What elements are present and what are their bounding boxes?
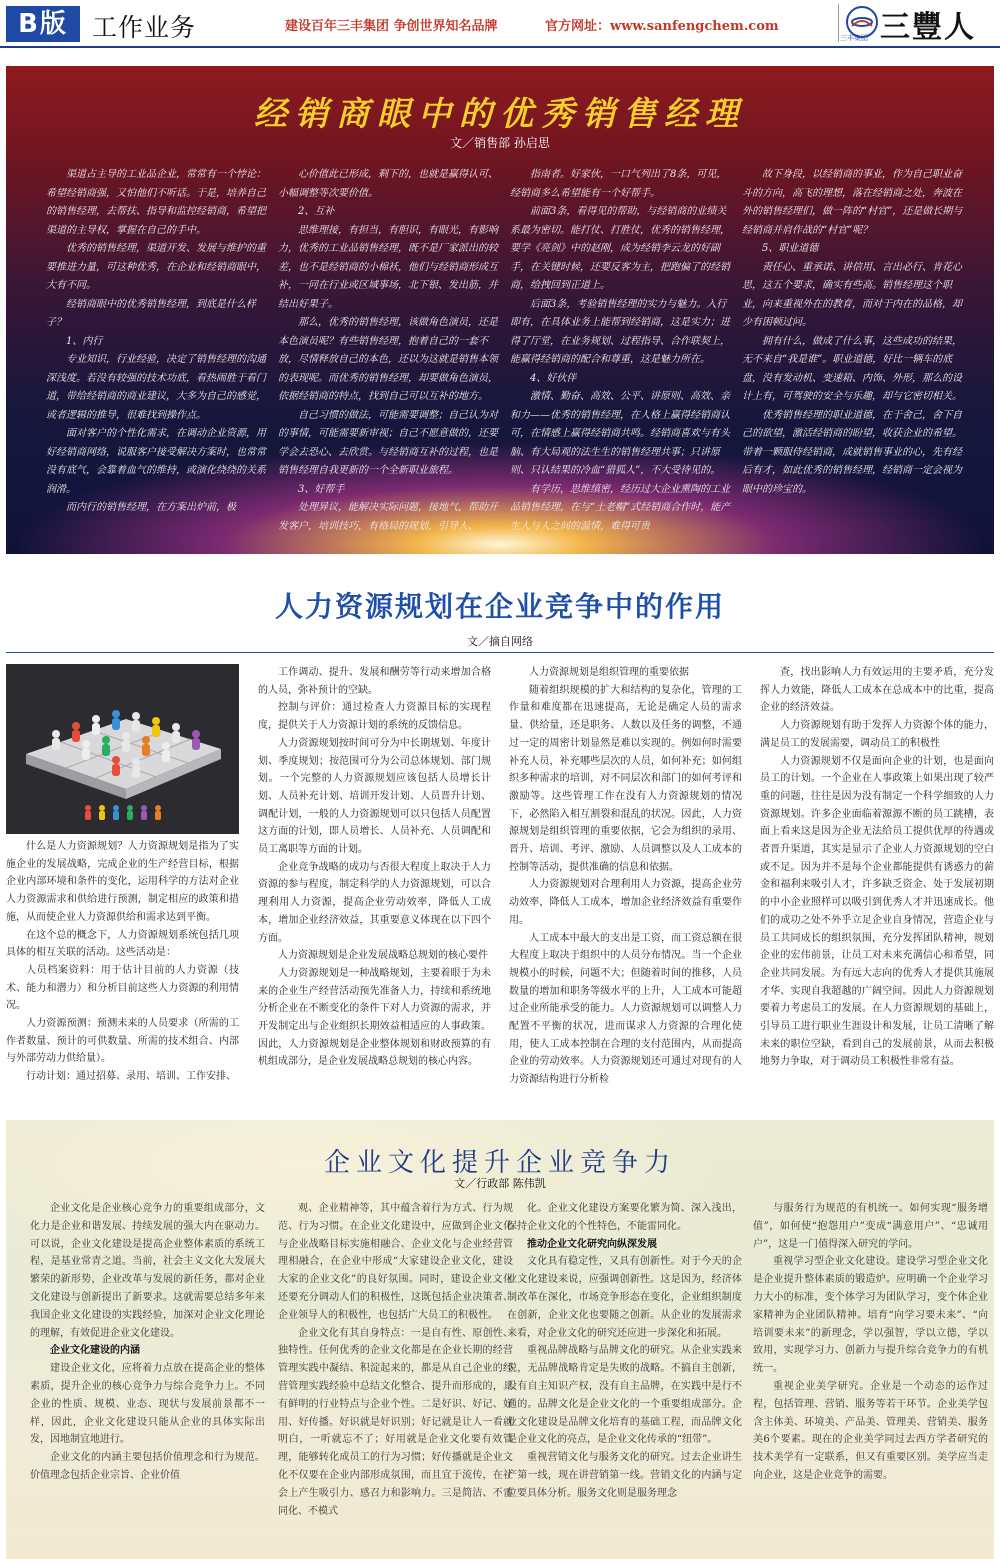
paragraph: 人力资源规划按时间可分为中长期规划、年度计划、季度规划；按范围可分为公司总体规划、部门规划。一个完整的人力资源规划应该包括人员增长计划、人员补充计划、培训开发计划、人员晋升计划、调配计划，一般的人力资源规划可以只包括人员配置这方面的计划，即人员增长、人员补充、人员调配和员工离职等方面的计划。 (258, 737, 491, 856)
paragraph: 重视品牌战略与品牌文化的研究。从企业实践来说，无品牌战略肯定是失败的战略。不搞自主创新，没有自主知识产权，没有自主品牌，在实践中是行不通的。品牌文化是企业文化的一个重要组成部分。企业文化建设是品牌文化培育的基础工程，而品牌文化是企业文化的亮点，是企业文化传承的“纽带”。 (507, 1345, 742, 1446)
article-column (278, 1200, 513, 1556)
paragraph: 5、职业道德 (762, 243, 819, 254)
article-byline: 文／销售部 孙启思 (450, 136, 550, 150)
paragraph: 后面3条，考验销售经理的实力与魅力。入行即有，在具体业务上能帮到经销商，这是实力；进得了厅堂，在业务规划、过程指导、合作联契上，能赢得经销商的配合和尊重，这是魅力所在。 (510, 298, 730, 365)
paragraph: 优秀销售经理的职业道德，在于舍己，舍下自己的欲望，激活经销商的盼望，收获企业的希望。带着一颗服侍经销商，成就销售事业的心，先有经后有才，如此优秀的销售经理，经销商一定会视为眼中的珍宝的。 (742, 409, 962, 495)
article-photo (6, 664, 239, 834)
article-column (509, 664, 742, 1110)
article-byline: 文／摘自网络 (467, 635, 533, 648)
article-column (753, 1200, 988, 1556)
paragraph: 2、互补 (298, 206, 335, 217)
article-column (760, 664, 994, 1110)
paragraph: 指南者。好家伙，一口气列出了8条，可见，经销商多么希望能有一个好帮手。 (510, 169, 727, 199)
paragraph: 重视学习型企业文化建设。建设学习型企业文化是企业提升整体素质的锻造炉。应明确一个企业学习力大小的标准，变个体学习为团队学习，变个体企业家精神为企业团队精神。培育“向学习要未来”、“向培训要未来”的新理念，学以强智，学以立德，学以致用，实现学习力、创新力与提升综合竞争力的有机统一。 (753, 1256, 988, 1375)
paragraph: 思维理接，有担当，有胆识，有眼光，有影响力，优秀的工业品销售经理，既不是厂家派出的较差，也不是经销商的小棉袄，他们与经销商形成互补，一同在行业或区域事场，北下银、发出筋，并结出好果子。 (278, 224, 498, 310)
paragraph: 在这个总的概念下，人力资源规划系统包括几项具体的相互关联的活动。这些活动是： (6, 929, 239, 959)
paragraph: 4、好伙伴 (530, 372, 577, 384)
paragraph: 与服务行为规范的有机统一。如何实现“服务增值”，如何使“抱怨用户”变成“满意用户”、“忠诚用户”，这是一门值得深入研究的学问。 (753, 1203, 988, 1250)
article-column (30, 1200, 265, 1556)
paragraph: 企业文化的内涵主要包括价值理念和行为规范。价值理念包括企业宗旨、企业价值 (30, 1452, 265, 1481)
paragraph: 工作调动、提升、发展和酬劳等行动来增加合格的人员，弥补预计的空缺。 (258, 667, 491, 696)
paragraph: 自己习惯的做法，可能需要调整；自己认为对的事情，可能需要新审视；自己不愿意做的，还要学会去恐心、去欣赏。与经销商互补的过程，也是销售经理自我更新的一个全新职业旅程。 (278, 409, 498, 476)
paragraph: 人力资源规划是企业发展战略总规划的核心要件 (278, 950, 488, 962)
paragraph: 经销商眼中的优秀销售经理，到底是什么样子？ (46, 298, 256, 328)
paragraph: 重视营销文化与服务文化的研究。过去企业讲生产第一线，现在讲营销第一线。营销文化的内涵与定位要具体分析。服务文化则是服务理念 (507, 1452, 742, 1499)
section-name: 工作业务 (92, 13, 197, 42)
article-sales-manager (6, 66, 994, 554)
article-corporate-culture (6, 1120, 994, 1559)
article-column (510, 166, 734, 546)
paragraph: 文化具有稳定性，又具有创新性。对于今天的企业文化建设来说，应强调创新性。这是因为，经济体制改革在深化，市场竞争形态在变化，企业组织制度在创新，企业文化也要随之创新。从企业的发展需求来看，对企业文化的研究还应进一步深化和拓展。 (507, 1256, 742, 1339)
paragraph: 而内行的销售经理，在方案出炉前，极 (66, 502, 236, 513)
article-column (258, 664, 491, 1110)
paragraph: 人工成本中最大的支出是工资，而工资总额在很大程度上取决于组织中的人员分布情况。当一个企业规模小的时候，问题不大；但随着时间的推移，人员数量的增加和职务等级水平的上升，人工成本可能超过企业所能承受的能力。人力资源规划可以调整人力配置不平衡的状况，进而谋求人力资源的合理化使用，使人工成本控制在合理的支付范围内，从而提高企业的劳动效率。人力资源规划还可通过对现有的人力资源结构进行分析检 (509, 932, 742, 1086)
paragraph: 人力资源规划不仅是面向企业的计划，也是面向员工的计划。一个企业在人事政策上如果出现了较严重的问题，往往是因为没有制定一个科学细致的人力资源规划。许多企业面临着源源不断的员工跳槽，表面上看来这是因为企业无法给员工提供优厚的待遇或者晋升渠道，其实是显示了企业人力资源规划的空白或不足。因为并不是每个企业都能提供有诱惑力的薪金和福利来吸引人才，许多缺乏资金、处于发展初期的中小企业照样可以吸引到优秀人才并迅速成长。他们的成功之处不外乎立足企业自身情况，营造企业与员工共同成长的组织氛围，充分发挥团队精神，规划企业的宏伟前景，让员工对未来充满信心和希望，同企业共同发展。为有远大志向的优秀人才提供其施展才华、实现自我超越的广阔空间。因此人力资源规划要着力考虑员工的发展。在人力资源规划的基础上，引导员工进行职业生涯设计和发展，让员工清晰了解未来的职位空缺，看到自己的发展前景，从而去积极地努力争取，对于调动员工积极性非常有益。 (760, 755, 994, 1068)
paragraph: 拥有什么，做成了什么事，这些成功的结果，无不来自“我是谁”。职业道德，好比一辆车的底盘，没有发动机、变速箱、内饰、外形，那么的设计上有，可驾驶的安全与乐趣，却与它密切相关。 (742, 335, 962, 402)
paragraph: 行动计划：通过招募、录用、培训、工作安排、 (26, 1071, 236, 1083)
paragraph: 人员档案资料：用于估计目前的人力资源（技术、能力和潜力）和分析目前这些人力资源的利用情况。 (6, 964, 239, 1012)
paragraph: 专业知识，行业经验，决定了销售经理的沟通深浅度。若没有较强的技术功底，看热闹胜于看门道，带给经销商的商业建议，大多为自己的感觉，或者逻辑的推导，很难找到操作点。 (46, 354, 266, 421)
logo-subtitle: 三丰集团 (840, 34, 868, 42)
paragraph: 建设企业文化，应将着力点放在提高企业的整体素质，提升企业的核心竞争力与综合竞争力上。不同企业的性质、规模、业态、现状与发展前景都不一样，因此，企业文化建设只能从企业的具体实际出发，因地制宜地进行。 (30, 1363, 265, 1446)
paragraph: 心价值此已形成，剩下的，也就是赢得认可、小幅调整等次要价值。 (278, 169, 498, 199)
logo-text: 三豐人 (880, 10, 976, 45)
subheading: 企业文化建设的内涵 (50, 1345, 140, 1357)
paragraph: 1、内行 (66, 335, 103, 347)
paragraph: 企业文化有其自身特点：一是自有性、原创性、独特性。任何优秀的企业文化都是在企业长期的经营管理实践中凝结、积淀起来的，都是从自己企业的经营管理实践经验中总结文化整合、提升而形成的，具有鲜明的行业特点与企业个性。二是好识、好记、好用、好传播。好识就是好识别；好记就是让人一看就明白，一听就忘不了；好用就是企业文化要有效管理，能够转化成员工的行为习惯；好传播就是企业文化不仅要在企业内部形成氛围，而且宜于流传，在社会上产生吸引力、感召力和影响力。三是简洁、不雷同化、不模式 (278, 1327, 513, 1517)
paragraph: 企业文化是企业核心竞争力的重要组成部分，文化力是企业和谐发展、持续发展的强大内在驱动力。可以说，企业文化建设是提高企业整体素质的系统工程，是基业常青之道。当前，社会主义文化大发展大繁荣的新形势，企业改革与发展的新任务，都对企业文化建设与创新提出了新要求。这就需要总结多年来我国企业文化建设的实践经验，加深对企业文化理论的理解，有效促进企业文化建设。 (30, 1203, 265, 1339)
website-link[interactable]: 官方网址：www.sanfengchem.com (545, 19, 779, 34)
edition-badge: B版 (6, 6, 80, 42)
paragraph: 优秀的销售经理，渠道开发、发展与维护的重要推进力量，可这种优秀，在企业和经销商眼中，大有不同。 (46, 243, 266, 291)
paragraph: 控制与评价：通过检查人力资源目标的实现程度，提供关于人力资源计划的系统的反馈信息。 (258, 702, 491, 732)
paragraph: 处理异议，能解决实际问题，接地气，帮助开发客户，培训技巧，有格局的规划，引导人、 (278, 502, 498, 532)
subheading: 推动企业文化研究向纵深发展 (527, 1238, 657, 1250)
paragraph: 随着组织规模的扩大和结构的复杂化，管理的工作量和难度都在迅速提高，无论是确定人员的需求量、供给量，还是职务、人数以及任务的调整，不通过一定的周密计划显然是难以实现的。例如何时需要补充人员，补充哪些层次的人员，如何补充；如何组织多种需求的培训，对不同层次和部门的如何考评和激励等。这些管理工作在没有人力资源规划的情况下，必然陷入相互割裂和混乱的状况。因此，人力资源规划是组织管理的重要依据，它会为组织的录用、晋升、培训、考评、激励、人员调整以及人工成本的控制等活动，提供准确的信息和依据。 (509, 684, 742, 873)
paragraph: 人力资源规划有助于发挥人力资源个体的能力，满足员工的发展需要，调动员工的积极性 (760, 720, 994, 749)
paragraph: 重视企业美学研究。企业是一个动态的运作过程，包括管理、营销、服务等若干环节。企业美学包含主体美、环境美、产品美、管理美、营销美、服务美6个要素。现在的企业美学同过去西方学者研究的技术美学有一定联系，但又有重要区别。美学应当走向企业，这是企业竞争的需要。 (753, 1380, 988, 1481)
article-column (6, 838, 239, 1110)
slogan: 建设百年三丰集团 争创世界知名品牌 (285, 19, 498, 34)
paragraph: 查，找出影响人力有效运用的主要矛盾，充分发挥人力效能，降低人工成本在总成本中的比重，提高企业的经济效益。 (760, 667, 994, 714)
paragraph: 人力资源规划是组织管理的重要依据 (529, 667, 689, 678)
paragraph: 故下身段，以经销商的事业，作为自己职业奋斗的方向，高飞的理想，落在经销商之处，奔波在外的销售经理们，做一阵的“村官”，还是做长期与经销商并肩作战的“村官”呢？ (742, 169, 963, 236)
article-title: 企业文化提升企业竞争力 (323, 1148, 676, 1178)
article-byline: 文／行政部 陈伟凯 (454, 1177, 546, 1190)
paragraph: 什么是人力资源规划？人力资源规划是指为了实施企业的发展战略，完成企业的生产经营目标，根据企业内部环境和条件的变化，运用科学的方法对企业人力资源需求和供给进行预测，制定相应的政策和措施，从而使企业人力资源供给和需求达到平衡。 (6, 841, 239, 923)
paragraph: 化。企业文化建设方案要化繁为简、深入浅出，保持企业文化的个性特色，不能雷同化。 (507, 1203, 742, 1232)
paragraph: 激情、勤奋、高效、公平、讲原则、高效、亲和力——优秀的销售经理，在人格上赢得经销商认可，在情感上赢得经销商共鸣。经销商喜欢与有头脑、有大局观的法生生的销售经理共事；只讲原则、只认结果的冷血“猎狐人”，不大受待见的。 (510, 391, 730, 476)
article-title: 人力资源规划在企业竞争中的作用 (274, 590, 725, 623)
divider (6, 652, 994, 653)
masthead (0, 0, 1000, 48)
paragraph: 有学历，思维缜密，经历过大企业熏陶的工业品销售经理，在与“土老帽”式经销商合作时，能产生人与人之间的温情，难得可贵 (510, 483, 731, 532)
paragraph: 3、好帮手 (298, 483, 345, 495)
paragraph: 面对客户的个性化需求，在调动企业资源，用好经销商网络，说服客户接受解决方案时，也常常没有底气，会靠着血气的维持，或演化绕绕的关系润滑。 (46, 428, 266, 495)
paragraph: 责任心、重承诺、讲信用、言出必行、肯花心思，这五个要求，确实有些高。销售经理这个职业，向来重视外在的教育，而对于内在的品格，却少有困顿过问。 (742, 261, 962, 328)
paragraph: 企业竞争战略的成功与否很大程度上取决于人力资源的参与程度，制定科学的人力资源规划，可以合理利用人力资源，提高企业劳动效率，降低人工成本，增加企业经济效益，其重要意义体现在以下四个方面。 (258, 861, 491, 944)
paragraph: 观、企业精神等，其中蕴含着行为方式、行为规范、行为习惯。在企业文化建设中，应做到企业文化与企业战略目标实施相融合、企业文化与企业经营管理相融合，在企业中形成“大家建设企业文化，建设大家的企业文化”的良好氛围。同时，建设企业文化还要充分调动人们的积极性，这既包括企业决策者、企业领导人的积极性，也包括广大员工的积极性。 (278, 1203, 513, 1321)
paragraph: 渠道占主导的工业品企业，常常有一个悖论：希望经销商强，又怕他们不听话。于是，培养自己的销售经理，去帮扶、指导和监控经销商，希望把渠道的主导权，掌握在自己的手中。 (46, 169, 266, 236)
article-column (507, 1200, 742, 1556)
paragraph: 那么，优秀的销售经理，该做角色演员，还是本色演员呢？有些销售经理，抱着自己的一套不放，尽情释放自己的本色，还以为这就是销售本领的表现呢。而优秀的销售经理，却要做角色演员，依据经销商的特点，找到自己可以互补的地方。 (278, 317, 498, 402)
paragraph: 前面3条，看得见的帮助，与经销商的业绩关系最为密切。能打仗、打胜仗，优秀的销售经理，要学《亮剑》中的赵刚，成为经销李云龙的好副手，在关键时候，还要反客为主，把跑偏了的经销商，给拽回到正道上。 (510, 206, 730, 291)
puzzle-people-illustration (6, 664, 239, 834)
article-column (46, 166, 270, 546)
paragraph: 人力资源预测：预测未来的人员要求（所需的工作者数量、预计的可供数量、所需的技术组合、内部与外部劳动力供给量）。 (6, 1018, 239, 1065)
paragraph: 人力资源规划对合理利用人力资源，提高企业劳动效率，降低人工成本，增加企业经济效益有重要作用。 (509, 879, 742, 926)
article-column (278, 166, 502, 546)
paragraph: 人力资源规划是一种战略规划，主要着眼于为未来的企业生产经营活动预先准备人力，持续和系统地分析企业在不断变化的条件下对人力资源的需求，并开发制定出与企业组织长期效益相适应的人事政策。因此，人力资源规划是企业整体规划和财政预算的有机组成部分，是企业发展战略总规划的核心内容。 (258, 967, 491, 1068)
article-title: 经销商眼中的优秀销售经理 (254, 94, 746, 133)
article-column (742, 166, 966, 546)
